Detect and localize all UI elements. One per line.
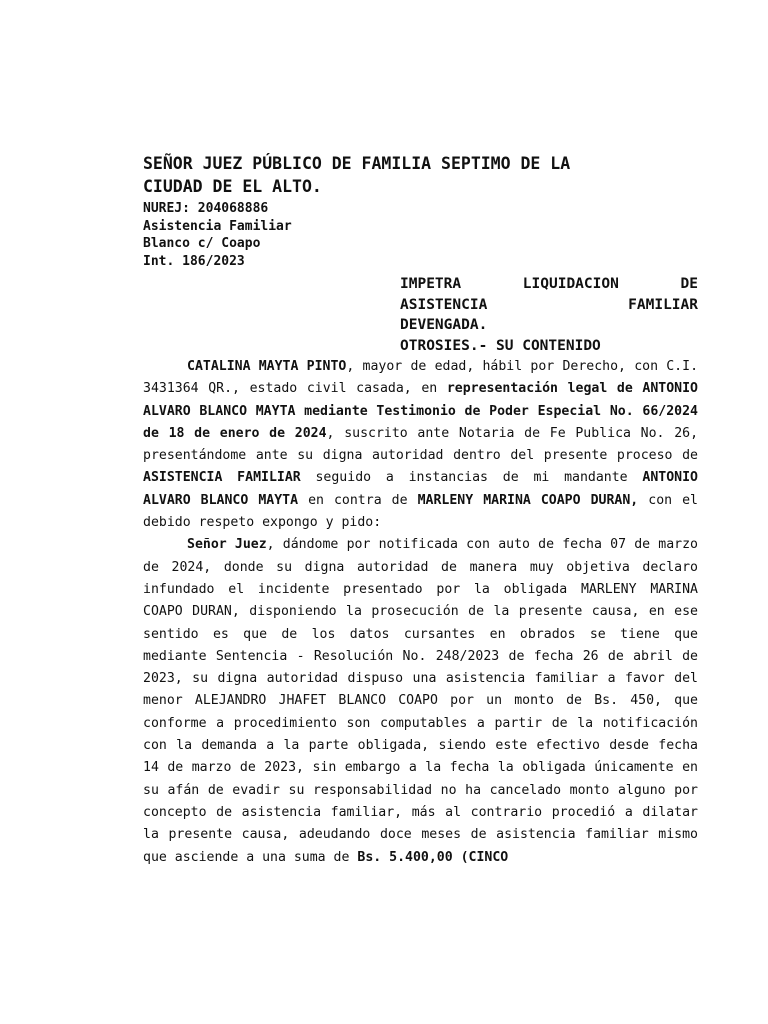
body-paragraph-2 <box>143 534 698 868</box>
petitioner-name: CATALINA MAYTA PINTO <box>187 359 347 374</box>
p2-text-1: , dándome por notificada con auto de fecha 07 de marzo de 2024, donde su digna autoridad de manera muy objetiva declaro infundado el incidente presentado por la obligada MARLENY MARINA COAPO DURAN, disponiendo la prosecución de la presente causa, en ese sentido es que de los datos cursantes en obrados se tiene que mediante Sentencia - Resolución No. 248/2023 de fecha 26 de abril de 2023, su digna autoridad dispuso una asistencia familiar a favor del menor ALEJANDRO JHAFET BLANCO COAPO por un monto de Bs. 450, que conforme a procedimiento son computables a partir de la notificación con la demanda a la parte obligada, siendo este efectivo desde fecha 14 de marzo de 2023, sin embargo a la fecha la obligada únicamente en su afán de evadir su responsabilidad no ha cancelado monto alguno por concepto de asistencia familiar, más al contrario procedió a dilatar la presente causa, adeudando doce meses de asistencia familiar mismo que asciende a una suma de <box>143 537 698 865</box>
process-type: ASISTENCIA FAMILIAR <box>143 470 301 486</box>
summary-line-4: OTROSIES.- SU CONTENIDO <box>400 337 601 354</box>
court-heading <box>143 152 698 198</box>
judge-address: Señor Juez <box>187 537 267 553</box>
petition-summary <box>400 274 698 356</box>
summary-line-1: IMPETRA LIQUIDACION DE <box>400 276 698 292</box>
body-paragraph-1 <box>143 356 698 534</box>
principal-name: ANTONIO ALVARO BLANCO MAYTA <box>143 470 698 508</box>
respondent-name: MARLENY MARINA COAPO DURAN, <box>417 492 639 508</box>
case-parties: Blanco c/ Coapo <box>143 236 261 251</box>
p1-text-5: con el debido respeto expongo y pido: <box>143 492 698 531</box>
debt-amount: Bs. 5.400,00 (CINCO <box>357 849 509 865</box>
representation-clause: representación legal de ANTONIO ALVARO BLANCO MAYTA mediante Testimonio de Poder Especial No. 66/2024 de 18 de enero de 2024 <box>143 381 698 441</box>
summary-line-2: ASISTENCIA FAMILIAR <box>400 296 698 313</box>
case-info <box>143 200 698 270</box>
case-matter: Asistencia Familiar <box>143 218 292 234</box>
p1-text-2: , suscrito ante Notaria de Fe Publica No. 26, presentándome ante su digna autoridad dentro del presente proceso de <box>143 425 699 464</box>
document-body <box>143 152 698 869</box>
p1-text-1: , mayor de edad, hábil por Derecho, con C.I. 3431364 QR., estado civil casada, en <box>143 359 699 397</box>
p1-text-3: seguido a instancias de mi mandante <box>300 470 643 486</box>
court-heading-line-2: CIUDAD DE EL ALTO. <box>143 177 322 196</box>
p1-text-4: en contra de <box>298 492 418 508</box>
nurej-number: NUREJ: 204068886 <box>143 201 269 216</box>
internal-number: Int. 186/2023 <box>143 253 245 269</box>
court-heading-line-1: SEÑOR JUEZ PÚBLICO DE FAMILIA SEPTIMO DE LA <box>143 154 571 173</box>
summary-line-3: DEVENGADA. <box>400 317 488 333</box>
